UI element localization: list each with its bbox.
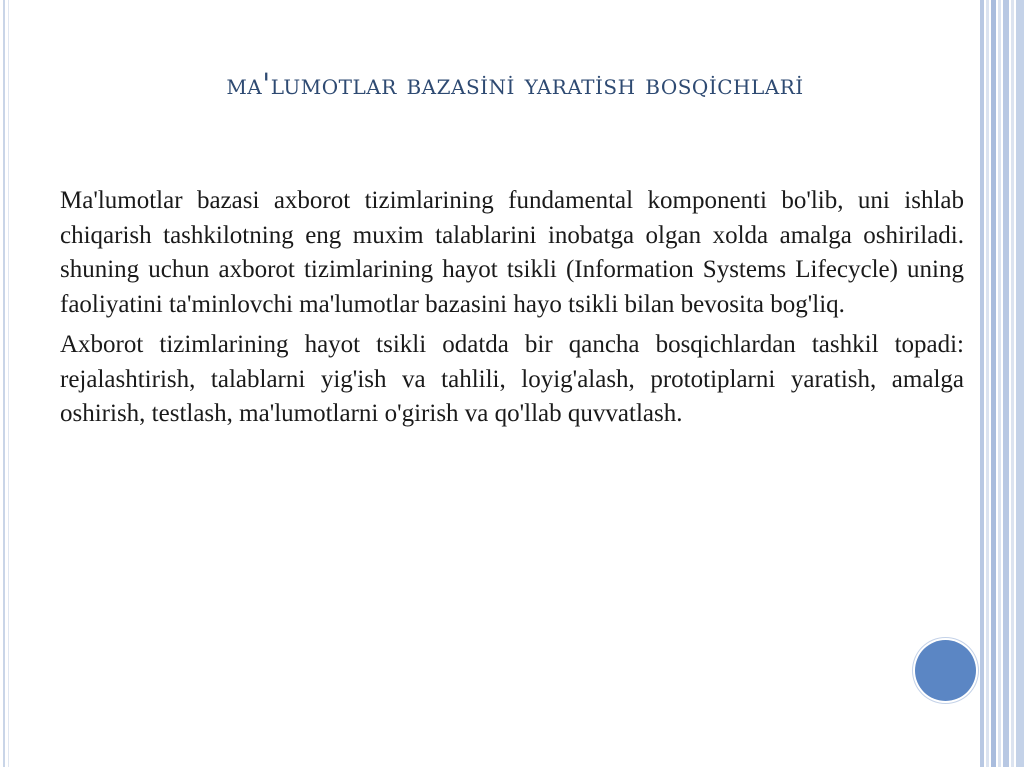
body-paragraph-1: Ma'lumotlar bazasi axborot tizimlarining fundamental komponenti bo'lib, uni ishlab chiqarish tashkilotning eng muxim talablarini inobatga olgan xolda amalga oshiriladi. shuning uchun axborot tizimlarining hayot tsikli (Information Systems Lifecycle) uning faoliyatini ta'minlovchi ma'lumotlar bazasini hayo tsikli bilan bevosita bog'liq. xyxy=(60,187,964,318)
slide-title: ma'lumotlar bazasi̇ni̇ yarati̇sh bosqi̇chlari̇ xyxy=(226,67,804,101)
left-border-line xyxy=(3,0,5,767)
decorative-circle xyxy=(915,640,976,701)
right-border-stripe xyxy=(998,0,1001,767)
right-border-stripe xyxy=(986,0,989,767)
right-border-stripe xyxy=(991,0,996,767)
right-border-stripe xyxy=(1003,0,1009,767)
slide-body xyxy=(60,184,964,438)
body-paragraph-2: Axborot tizimlarining hayot tsikli odatda bir qancha bosqichlardan tashkil topadi: rejalashtirish, talablarni yig'ish va tahlili, loyig'alash, prototiplarni yaratish, amalga oshirish, testlash, ma'lumotlarni o'girish va qo'llab quvvatlash. xyxy=(60,331,964,427)
right-border-stripe xyxy=(1011,0,1014,767)
right-border-stripe xyxy=(1016,0,1024,767)
left-border-line-inner xyxy=(8,0,9,767)
right-border-stripe xyxy=(980,0,984,767)
